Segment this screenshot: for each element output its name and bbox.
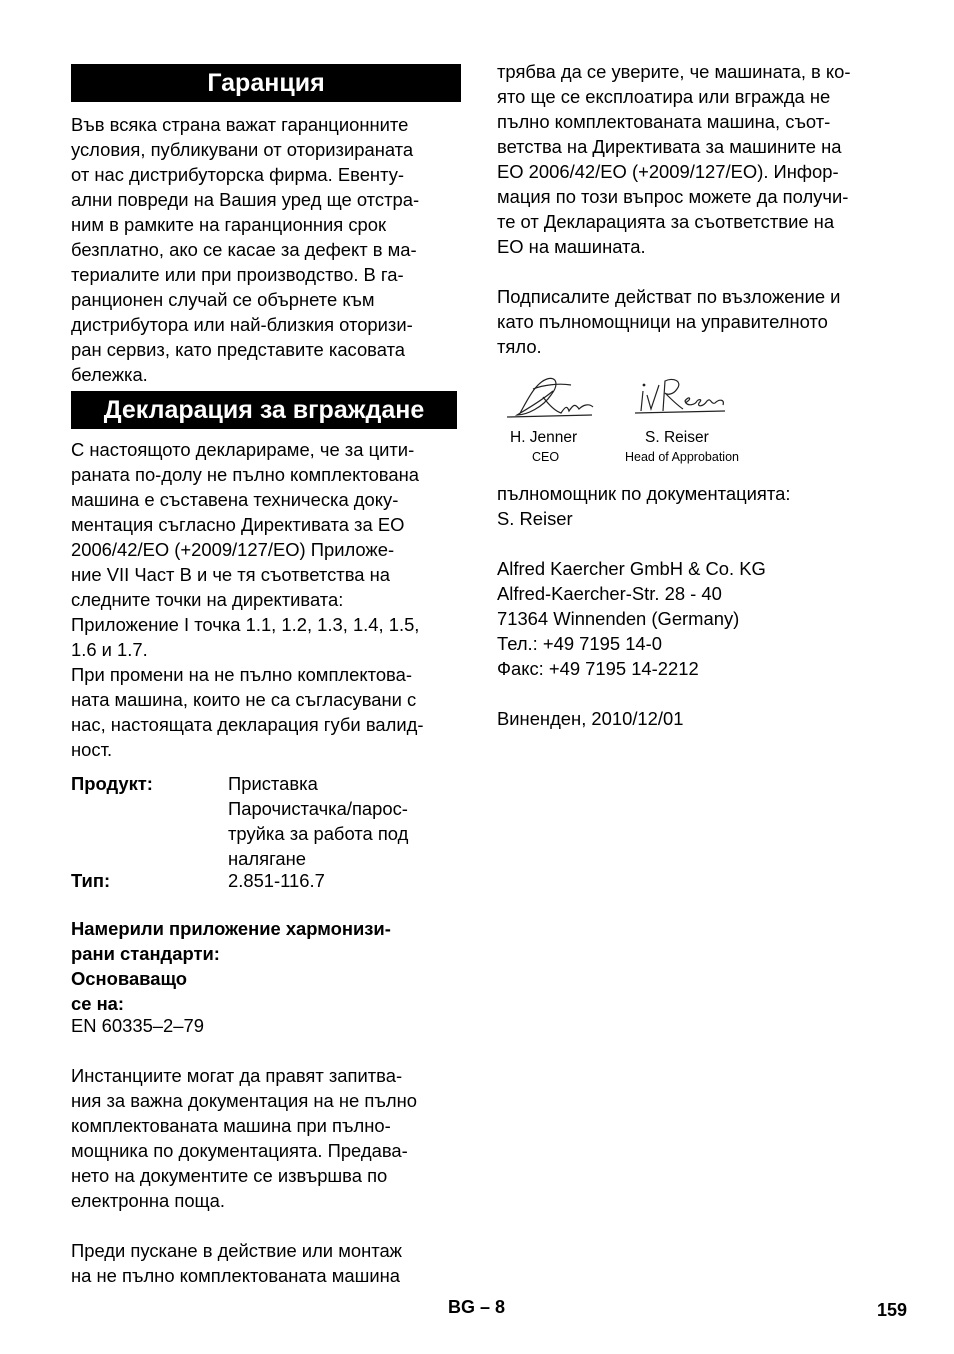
basis-label: Основаващо се на: [71,968,187,1014]
footer-language-page: BG – 8 [448,1297,506,1317]
type-value: 2.851-116.7 [228,870,325,891]
product-label: Продукт: [71,773,153,794]
product-value: Приставка Парочистачка/парос- труйка за работа под налягане [228,773,409,869]
place-date: Виненден, 2010/12/01 [497,708,684,729]
continuation-text: трябва да се уверите, че машината, в ко- ято ще се експлоатира или вгражда не пълно комплектованата машина, съот- ветства на Директивата за машините на ЕО 2006/42/ЕО (+2009/127/ЕО). Инфор- мация по този въпрос можете да получи- те от Декларацията за съответствие на ЕО на машината. [497,61,851,257]
guarantee-text: Във всяка страна важат гаранционните условия, публикувани от оторизираната от нас дистрибуторска фирма. Евенту- ални повреди на Вашия уред ще отстра- ним в рамките на гаранционния срок безплатно, ако се касае за дефект в ма- териалите или при производство. В га- ранционен случай се обърнете към дистрибутора или най-близкия оторизи- ран сервиз, като представите касовата бележка. [71,114,420,385]
authorities-text: Инстанциите могат да правят запитва- ния за важна документация на не пълно комплектованата машина при пълно- мощника по документацията. Предава- нето на документите се извършва по електронна поща. [71,1065,417,1211]
right-column [497,59,897,731]
product-table [71,771,461,893]
signer2-title: Head of Approbation [625,450,739,464]
footer-page-number: 159 [877,1300,908,1320]
signer1-title: CEO [532,450,560,464]
standards-heading: Намерили приложение хармонизи- рани стандарти: [71,918,391,964]
signatories-text: Подписалите действат по възложение и като пълномощници на управителното тяло. [497,286,841,357]
company-address: Alfred Kaercher GmbH & Co. KG Alfred-Kaercher-Str. 28 - 40 71364 Winnenden (Germany) Тел.: +49 7195 14-0 Факс: +49 7195 14-2212 [497,558,766,679]
signer2-name: S. Reiser [645,429,709,446]
declaration-heading: Декларация за вграждане [71,391,457,429]
reiser-signature [635,379,725,413]
signer1-name: H. Jenner [510,429,578,446]
type-label: Тип: [71,870,111,891]
before-start-text: Преди пускане в действие или монтаж на не пълно комплектованата машина [71,1240,402,1286]
jenner-signature [507,378,593,417]
declaration-text: С настоящото декларираме, че за цити- раната по-долу не пълно комплектована машина е съставена техническа доку- ментация съгласно Директивата за ЕО 2006/42/ЕО (+2009/127/ЕО) Приложе- ние VII Част B и че тя съответства на следните точки на директивата: Приложение I точка 1.1, 1.2, 1.3, 1.4, 1.5, 1.6 и 1.7. При промени на не пълно комплектова- ната машина, които не са съгласувани с нас, настоящата декларация губи валид- ност. [71,439,424,760]
left-column [71,64,461,1288]
standard-value: EN 60335–2–79 [71,1015,204,1036]
doc-representative-text: пълномощник по документацията: S. Reiser [497,483,791,529]
signature-block [497,371,797,475]
guarantee-heading: Гаранция [71,64,461,102]
signatures-image [497,371,757,431]
